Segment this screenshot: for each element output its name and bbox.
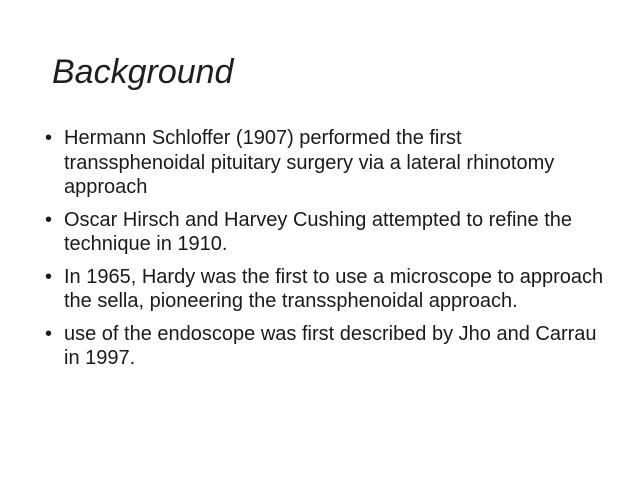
bullet-item (45, 126, 605, 200)
bullet-text: Oscar Hirsch and Harvey Cushing attempted to refine the technique in 1910. (64, 208, 573, 255)
slide-title: Background (52, 53, 234, 91)
bullet-marker: • (45, 265, 53, 288)
bullet-item (45, 208, 605, 257)
bullet-text: use of the endoscope was first described by Jho and Carrau in 1997. (64, 322, 597, 369)
bullet-list (45, 126, 605, 379)
bullet-marker: • (45, 322, 53, 345)
bullet-item (45, 322, 605, 371)
bullet-marker: • (45, 127, 53, 149)
bullet-text: In 1965, Hardy was the first to use a microscope to approach the sella, pioneering the transsphenoidal approach. (64, 265, 604, 312)
bullet-item (45, 265, 605, 314)
bullet-text: Hermann Schloffer (1907) performed the first transsphenoidal pituitary surgery via a lateral rhinotomy approach (64, 127, 555, 198)
bullet-marker: • (45, 208, 53, 231)
